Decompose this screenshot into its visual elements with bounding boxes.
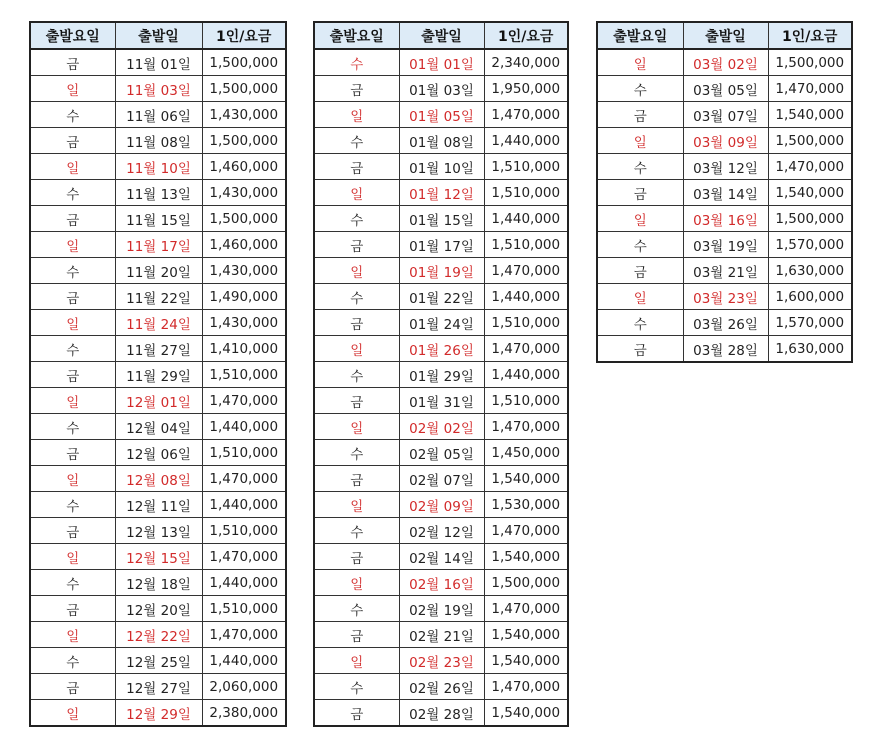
table-row <box>30 388 286 414</box>
date-cell: 11월 10일 <box>115 154 202 180</box>
price-cell: 1,500,000 <box>768 206 852 232</box>
day-cell: 금 <box>597 258 683 284</box>
price-cell: 1,470,000 <box>484 336 568 362</box>
day-cell: 금 <box>314 700 399 727</box>
date-cell: 01월 01일 <box>399 49 484 76</box>
price-cell: 1,430,000 <box>202 180 286 206</box>
day-cell: 수 <box>30 570 115 596</box>
date-cell: 12월 04일 <box>115 414 202 440</box>
date-cell: 12월 20일 <box>115 596 202 622</box>
price-cell: 1,510,000 <box>202 440 286 466</box>
table-row <box>314 154 568 180</box>
header-date: 출발일 <box>115 22 202 49</box>
header-day: 출발요일 <box>314 22 399 49</box>
table-row <box>314 648 568 674</box>
day-cell: 수 <box>597 310 683 336</box>
price-cell: 1,440,000 <box>484 284 568 310</box>
table-row <box>597 284 852 310</box>
table-row <box>30 336 286 362</box>
date-cell: 02월 16일 <box>399 570 484 596</box>
table-row <box>314 570 568 596</box>
date-cell: 01월 03일 <box>399 76 484 102</box>
day-cell: 수 <box>30 258 115 284</box>
day-cell: 금 <box>30 362 115 388</box>
price-cell: 1,540,000 <box>768 180 852 206</box>
table-row <box>314 518 568 544</box>
day-cell: 금 <box>30 674 115 700</box>
price-cell: 1,510,000 <box>484 310 568 336</box>
price-cell: 1,470,000 <box>484 258 568 284</box>
price-cell: 1,540,000 <box>484 466 568 492</box>
date-cell: 11월 27일 <box>115 336 202 362</box>
table-row <box>30 284 286 310</box>
table-row <box>597 180 852 206</box>
price-cell: 1,470,000 <box>484 102 568 128</box>
day-cell: 금 <box>30 206 115 232</box>
date-cell: 11월 03일 <box>115 76 202 102</box>
date-cell: 02월 26일 <box>399 674 484 700</box>
table-row <box>597 154 852 180</box>
header-day: 출발요일 <box>30 22 115 49</box>
table-row <box>314 544 568 570</box>
day-cell: 수 <box>30 648 115 674</box>
date-cell: 02월 21일 <box>399 622 484 648</box>
table-row <box>597 49 852 76</box>
table-row <box>30 440 286 466</box>
table-row <box>30 596 286 622</box>
date-cell: 02월 07일 <box>399 466 484 492</box>
price-cell: 1,440,000 <box>202 570 286 596</box>
price-cell: 1,950,000 <box>484 76 568 102</box>
date-cell: 01월 12일 <box>399 180 484 206</box>
price-cell: 1,410,000 <box>202 336 286 362</box>
table-row <box>314 128 568 154</box>
header-price: 1인/요금 <box>202 22 286 49</box>
day-cell: 일 <box>314 648 399 674</box>
table-row <box>314 102 568 128</box>
day-cell: 금 <box>30 440 115 466</box>
day-cell: 일 <box>30 700 115 727</box>
table-row <box>30 414 286 440</box>
date-cell: 01월 08일 <box>399 128 484 154</box>
day-cell: 일 <box>597 49 683 76</box>
price-cell: 1,470,000 <box>484 518 568 544</box>
table-row <box>314 674 568 700</box>
date-cell: 11월 22일 <box>115 284 202 310</box>
header-price: 1인/요금 <box>768 22 852 49</box>
price-cell: 1,500,000 <box>202 76 286 102</box>
day-cell: 금 <box>597 102 683 128</box>
date-cell: 11월 13일 <box>115 180 202 206</box>
date-cell: 12월 25일 <box>115 648 202 674</box>
table-row <box>30 674 286 700</box>
day-cell: 일 <box>314 102 399 128</box>
price-cell: 1,510,000 <box>484 180 568 206</box>
date-cell: 03월 02일 <box>683 49 768 76</box>
table-row <box>314 232 568 258</box>
price-cell: 1,540,000 <box>484 700 568 727</box>
price-cell: 1,490,000 <box>202 284 286 310</box>
table-row <box>597 258 852 284</box>
date-cell: 02월 28일 <box>399 700 484 727</box>
date-cell: 12월 18일 <box>115 570 202 596</box>
date-cell: 01월 22일 <box>399 284 484 310</box>
price-cell: 1,630,000 <box>768 258 852 284</box>
date-cell: 01월 31일 <box>399 388 484 414</box>
date-cell: 12월 06일 <box>115 440 202 466</box>
table-row <box>314 336 568 362</box>
price-cell: 1,630,000 <box>768 336 852 363</box>
table-row <box>597 336 852 363</box>
date-cell: 11월 06일 <box>115 102 202 128</box>
table-row <box>314 180 568 206</box>
date-cell: 03월 14일 <box>683 180 768 206</box>
day-cell: 수 <box>597 232 683 258</box>
day-cell: 일 <box>30 154 115 180</box>
day-cell: 금 <box>314 622 399 648</box>
day-cell: 일 <box>597 284 683 310</box>
day-cell: 일 <box>314 258 399 284</box>
day-cell: 금 <box>30 284 115 310</box>
table-row <box>314 596 568 622</box>
price-cell: 1,510,000 <box>202 596 286 622</box>
table-row <box>597 232 852 258</box>
fare-table-nov-dec <box>29 21 287 727</box>
price-cell: 2,340,000 <box>484 49 568 76</box>
price-cell: 2,380,000 <box>202 700 286 727</box>
table-row <box>30 466 286 492</box>
table-row <box>314 258 568 284</box>
day-cell: 수 <box>30 414 115 440</box>
date-cell: 11월 17일 <box>115 232 202 258</box>
date-cell: 03월 05일 <box>683 76 768 102</box>
date-cell: 02월 14일 <box>399 544 484 570</box>
fare-table-mar <box>596 21 853 363</box>
day-cell: 수 <box>314 284 399 310</box>
price-cell: 1,500,000 <box>202 128 286 154</box>
date-cell: 03월 19일 <box>683 232 768 258</box>
price-cell: 1,510,000 <box>484 154 568 180</box>
day-cell: 일 <box>30 388 115 414</box>
header-day: 출발요일 <box>597 22 683 49</box>
price-cell: 1,470,000 <box>202 544 286 570</box>
day-cell: 일 <box>314 336 399 362</box>
price-cell: 1,510,000 <box>484 388 568 414</box>
table-row <box>314 284 568 310</box>
table-row <box>597 76 852 102</box>
price-cell: 1,470,000 <box>768 76 852 102</box>
price-cell: 1,430,000 <box>202 102 286 128</box>
price-cell: 1,460,000 <box>202 154 286 180</box>
price-cell: 1,470,000 <box>484 414 568 440</box>
day-cell: 수 <box>314 362 399 388</box>
day-cell: 금 <box>30 49 115 76</box>
day-cell: 수 <box>30 492 115 518</box>
day-cell: 금 <box>314 232 399 258</box>
table-row <box>314 362 568 388</box>
table-row <box>30 258 286 284</box>
date-cell: 01월 24일 <box>399 310 484 336</box>
day-cell: 일 <box>597 128 683 154</box>
date-cell: 02월 05일 <box>399 440 484 466</box>
date-cell: 12월 22일 <box>115 622 202 648</box>
date-cell: 02월 23일 <box>399 648 484 674</box>
day-cell: 수 <box>314 440 399 466</box>
table-row <box>30 102 286 128</box>
table-header-row <box>597 22 852 49</box>
day-cell: 수 <box>30 180 115 206</box>
date-cell: 12월 27일 <box>115 674 202 700</box>
day-cell: 수 <box>30 102 115 128</box>
price-cell: 1,570,000 <box>768 310 852 336</box>
day-cell: 수 <box>30 336 115 362</box>
table-row <box>314 76 568 102</box>
day-cell: 일 <box>30 544 115 570</box>
day-cell: 일 <box>30 76 115 102</box>
day-cell: 금 <box>30 518 115 544</box>
table-header-row <box>30 22 286 49</box>
date-cell: 02월 09일 <box>399 492 484 518</box>
date-cell: 03월 26일 <box>683 310 768 336</box>
date-cell: 12월 15일 <box>115 544 202 570</box>
price-cell: 1,440,000 <box>202 648 286 674</box>
price-cell: 1,500,000 <box>768 128 852 154</box>
price-cell: 1,440,000 <box>484 206 568 232</box>
date-cell: 02월 02일 <box>399 414 484 440</box>
date-cell: 01월 15일 <box>399 206 484 232</box>
day-cell: 일 <box>30 466 115 492</box>
table-row <box>30 128 286 154</box>
price-cell: 1,440,000 <box>202 492 286 518</box>
day-cell: 금 <box>314 388 399 414</box>
header-date: 출발일 <box>683 22 768 49</box>
date-cell: 12월 01일 <box>115 388 202 414</box>
price-cell: 1,470,000 <box>202 622 286 648</box>
table-row <box>597 102 852 128</box>
date-cell: 02월 12일 <box>399 518 484 544</box>
table-row <box>314 310 568 336</box>
table-row <box>30 206 286 232</box>
date-cell: 01월 05일 <box>399 102 484 128</box>
date-cell: 12월 29일 <box>115 700 202 727</box>
date-cell: 12월 11일 <box>115 492 202 518</box>
day-cell: 일 <box>314 492 399 518</box>
fare-table-jan-feb <box>313 21 569 727</box>
price-cell: 1,540,000 <box>484 544 568 570</box>
day-cell: 수 <box>314 128 399 154</box>
date-cell: 11월 20일 <box>115 258 202 284</box>
day-cell: 수 <box>314 49 399 76</box>
day-cell: 금 <box>30 596 115 622</box>
date-cell: 01월 17일 <box>399 232 484 258</box>
table-row <box>30 180 286 206</box>
date-cell: 11월 15일 <box>115 206 202 232</box>
day-cell: 일 <box>30 310 115 336</box>
price-cell: 1,500,000 <box>768 49 852 76</box>
table-row <box>30 310 286 336</box>
price-cell: 1,500,000 <box>202 206 286 232</box>
table-row <box>314 440 568 466</box>
date-cell: 03월 07일 <box>683 102 768 128</box>
table-row <box>314 414 568 440</box>
date-cell: 11월 24일 <box>115 310 202 336</box>
day-cell: 일 <box>314 570 399 596</box>
date-cell: 11월 08일 <box>115 128 202 154</box>
price-cell: 1,450,000 <box>484 440 568 466</box>
price-cell: 1,430,000 <box>202 258 286 284</box>
price-cell: 1,540,000 <box>768 102 852 128</box>
date-cell: 02월 19일 <box>399 596 484 622</box>
date-cell: 01월 26일 <box>399 336 484 362</box>
date-cell: 03월 16일 <box>683 206 768 232</box>
day-cell: 금 <box>314 154 399 180</box>
price-cell: 1,470,000 <box>768 154 852 180</box>
table-row <box>597 206 852 232</box>
table-row <box>314 388 568 414</box>
price-cell: 1,470,000 <box>484 674 568 700</box>
price-cell: 1,510,000 <box>202 362 286 388</box>
table-row <box>30 518 286 544</box>
price-cell: 1,500,000 <box>484 570 568 596</box>
day-cell: 일 <box>30 622 115 648</box>
price-cell: 2,060,000 <box>202 674 286 700</box>
table-row <box>314 700 568 727</box>
table-row <box>30 570 286 596</box>
day-cell: 수 <box>597 76 683 102</box>
table-row <box>30 648 286 674</box>
date-cell: 11월 01일 <box>115 49 202 76</box>
price-cell: 1,470,000 <box>484 596 568 622</box>
price-cell: 1,570,000 <box>768 232 852 258</box>
date-cell: 12월 13일 <box>115 518 202 544</box>
date-cell: 03월 21일 <box>683 258 768 284</box>
table-row <box>597 128 852 154</box>
date-cell: 12월 08일 <box>115 466 202 492</box>
table-header-row <box>314 22 568 49</box>
table-row <box>30 544 286 570</box>
table-row <box>314 466 568 492</box>
day-cell: 금 <box>597 336 683 363</box>
day-cell: 수 <box>314 518 399 544</box>
price-cell: 1,600,000 <box>768 284 852 310</box>
date-cell: 01월 29일 <box>399 362 484 388</box>
date-cell: 03월 09일 <box>683 128 768 154</box>
date-cell: 03월 12일 <box>683 154 768 180</box>
day-cell: 일 <box>30 232 115 258</box>
price-cell: 1,540,000 <box>484 622 568 648</box>
day-cell: 금 <box>314 76 399 102</box>
price-cell: 1,460,000 <box>202 232 286 258</box>
table-row <box>30 362 286 388</box>
price-cell: 1,540,000 <box>484 648 568 674</box>
table-row <box>314 49 568 76</box>
date-cell: 01월 10일 <box>399 154 484 180</box>
price-cell: 1,440,000 <box>202 414 286 440</box>
price-cell: 1,530,000 <box>484 492 568 518</box>
table-row <box>314 622 568 648</box>
day-cell: 금 <box>314 466 399 492</box>
day-cell: 일 <box>314 414 399 440</box>
day-cell: 수 <box>314 596 399 622</box>
day-cell: 수 <box>314 206 399 232</box>
table-row <box>30 154 286 180</box>
header-date: 출발일 <box>399 22 484 49</box>
day-cell: 금 <box>314 310 399 336</box>
price-cell: 1,510,000 <box>202 518 286 544</box>
table-row <box>314 206 568 232</box>
header-price: 1인/요금 <box>484 22 568 49</box>
price-cell: 1,470,000 <box>202 388 286 414</box>
date-cell: 03월 28일 <box>683 336 768 363</box>
table-row <box>30 76 286 102</box>
price-cell: 1,440,000 <box>484 362 568 388</box>
price-cell: 1,500,000 <box>202 49 286 76</box>
table-row <box>597 310 852 336</box>
price-cell: 1,430,000 <box>202 310 286 336</box>
day-cell: 일 <box>597 206 683 232</box>
day-cell: 금 <box>597 180 683 206</box>
day-cell: 수 <box>314 674 399 700</box>
table-row <box>30 49 286 76</box>
day-cell: 금 <box>314 544 399 570</box>
price-cell: 1,440,000 <box>484 128 568 154</box>
day-cell: 일 <box>314 180 399 206</box>
table-row <box>30 622 286 648</box>
price-cell: 1,470,000 <box>202 466 286 492</box>
table-row <box>30 232 286 258</box>
date-cell: 03월 23일 <box>683 284 768 310</box>
table-row <box>30 700 286 727</box>
table-row <box>30 492 286 518</box>
date-cell: 11월 29일 <box>115 362 202 388</box>
date-cell: 01월 19일 <box>399 258 484 284</box>
table-row <box>314 492 568 518</box>
price-cell: 1,510,000 <box>484 232 568 258</box>
day-cell: 금 <box>30 128 115 154</box>
day-cell: 수 <box>597 154 683 180</box>
